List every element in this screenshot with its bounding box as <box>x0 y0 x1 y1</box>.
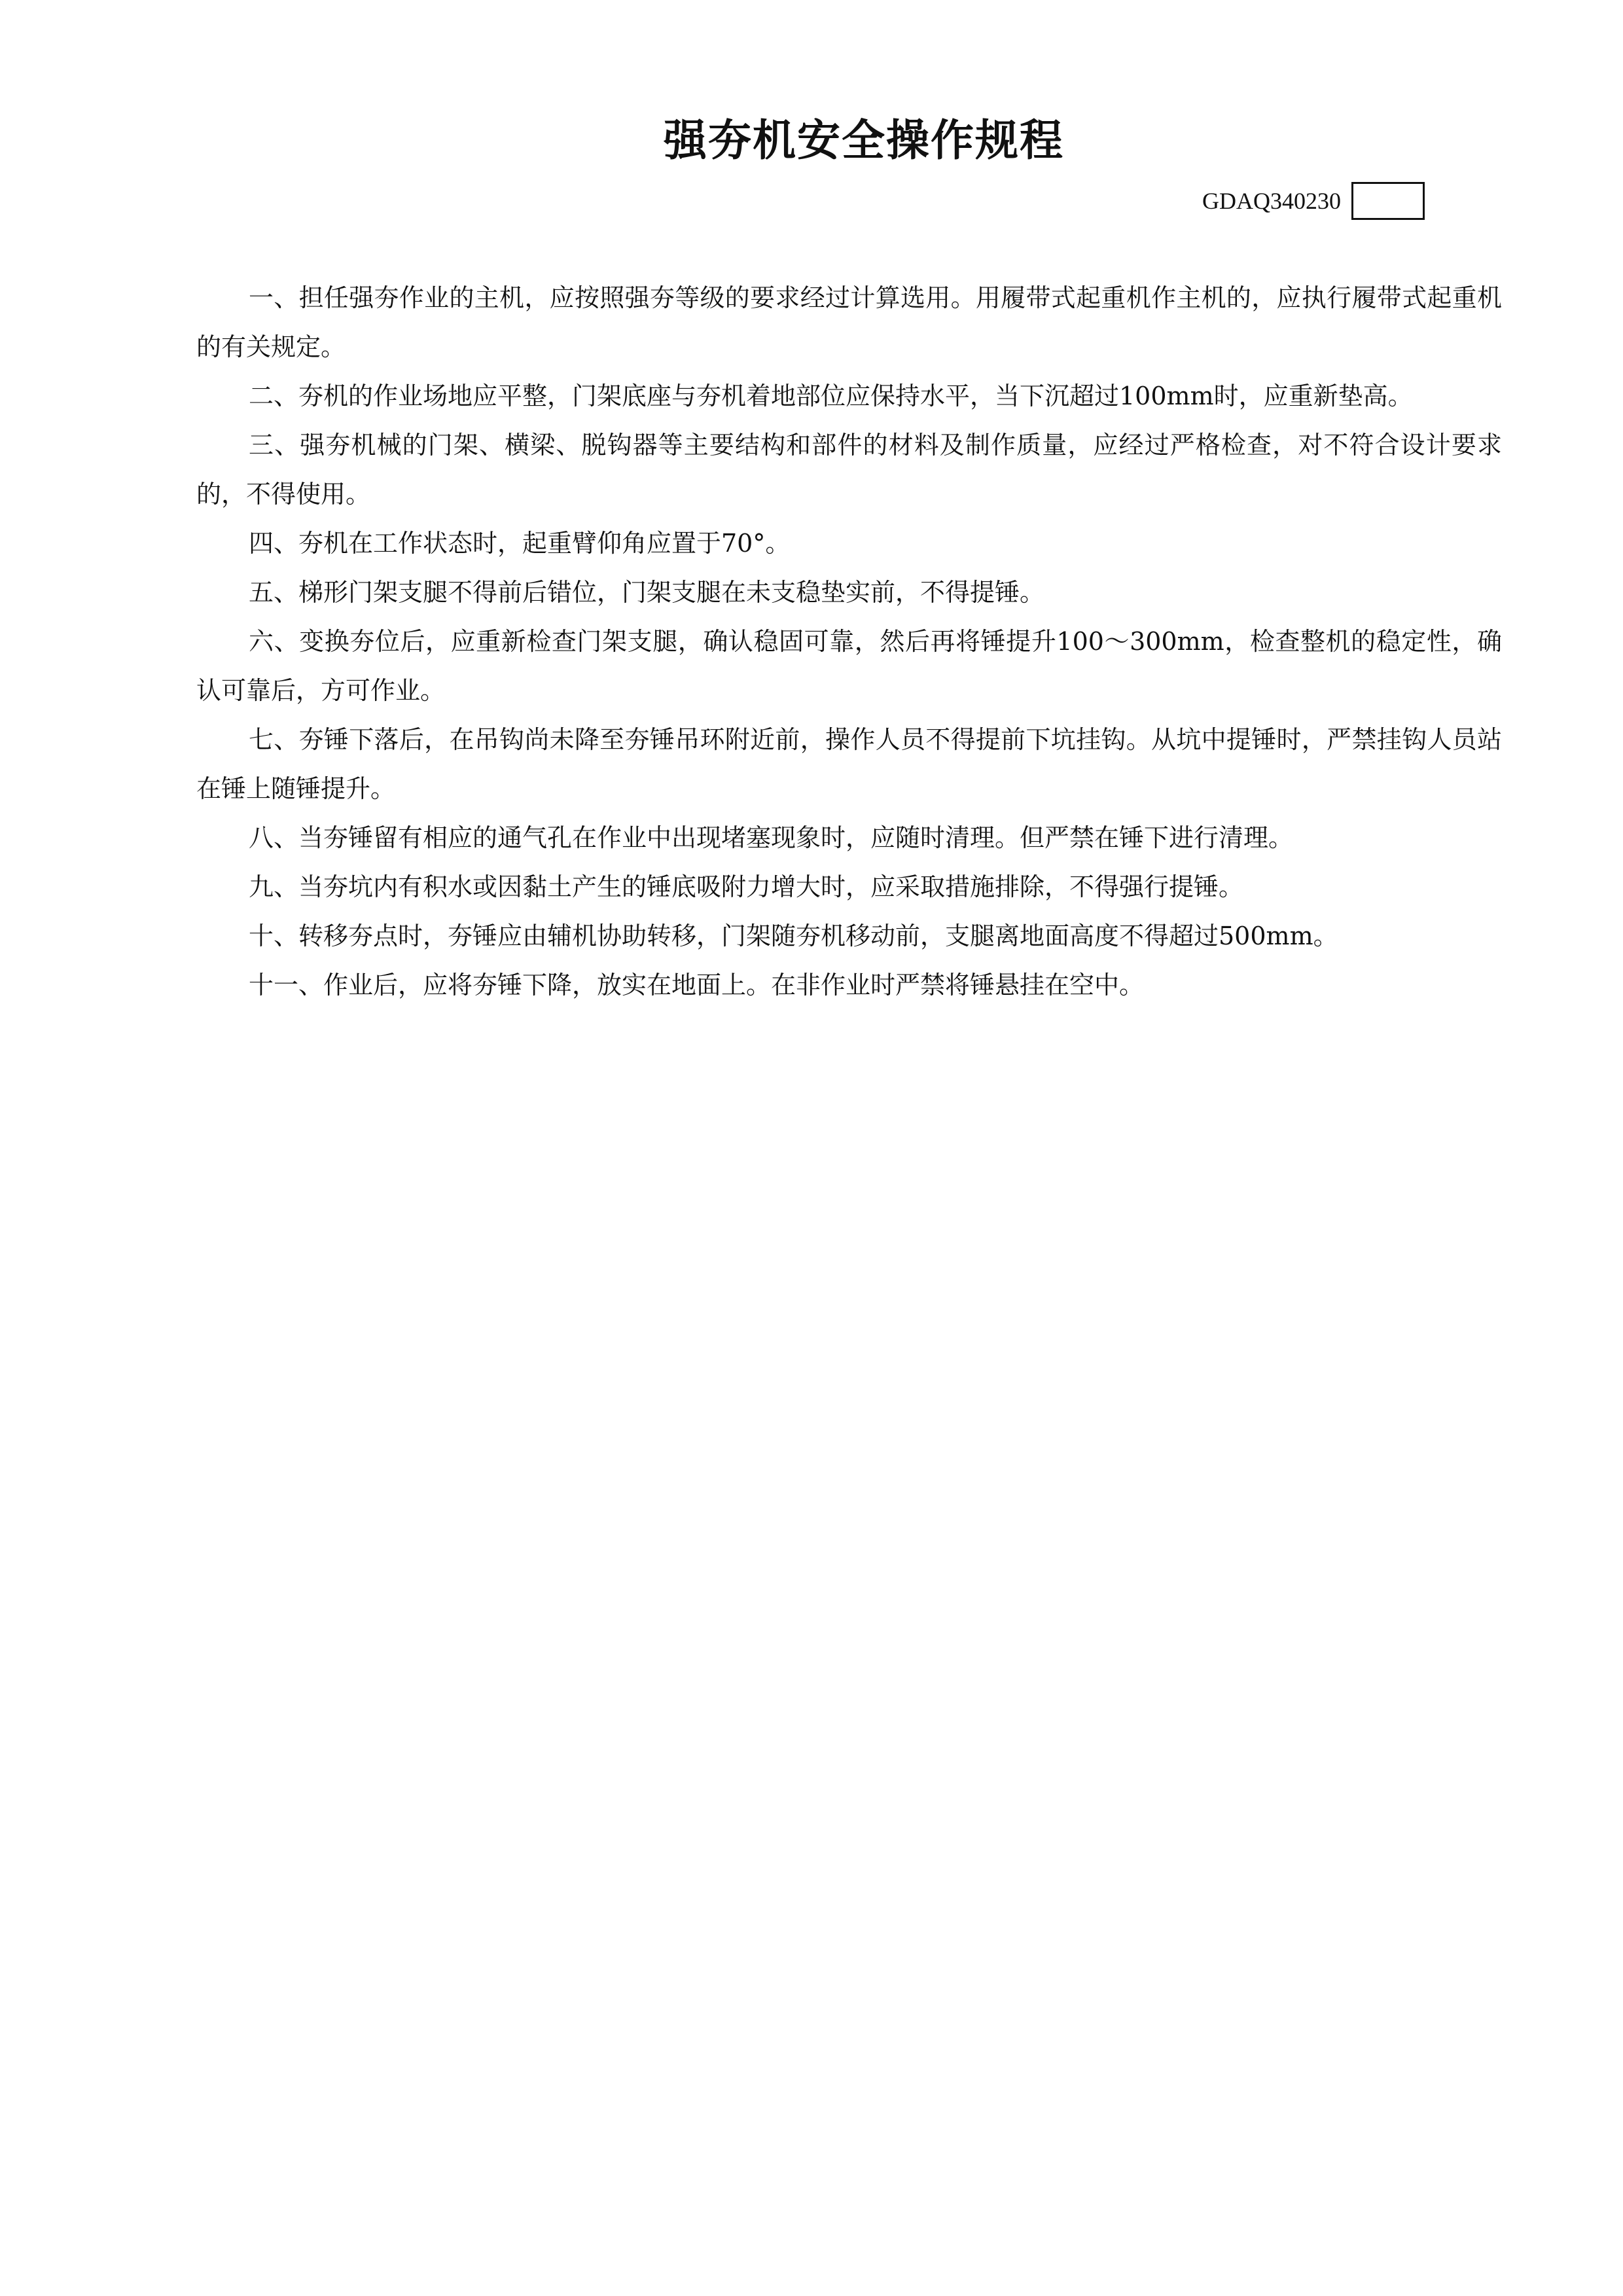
clause-11: 十一、作业后，应将夯锤下降，放实在地面上。在非作业时严禁将锤悬挂在空中。 <box>249 971 1145 999</box>
code-number-box <box>1351 182 1425 220</box>
clause-7: 七、夯锤下落后，在吊钩尚未降至夯锤吊环附近前，操作人员不得提前下坑挂钩。从坑中提锤时，严禁挂钩人员站在锤上随锤提升。 <box>196 725 1502 803</box>
clause-9: 九、当夯坑内有积水或因黏土产生的锤底吸附力增大时，应采取措施排除，不得强行提锤。 <box>249 872 1244 901</box>
document-title: 强夯机安全操作规程 <box>664 115 1064 166</box>
document-body <box>196 274 1502 1010</box>
document-code-row <box>1202 180 1425 222</box>
clause-1: 一、担任强夯作业的主机，应按照强夯等级的要求经过计算选用。用履带式起重机作主机的，应执行履带式起重机的有关规定。 <box>196 283 1502 361</box>
clause-8: 八、当夯锤留有相应的通气孔在作业中出现堵塞现象时，应随时清理。但严禁在锤下进行清理。 <box>249 823 1294 852</box>
clause-4: 四、夯机在工作状态时，起重臂仰角应置于70°。 <box>249 529 791 558</box>
document-code: GDAQ340230 <box>1202 188 1341 214</box>
clause-2: 二、夯机的作业场地应平整，门架底座与夯机着地部位应保持水平，当下沉超过100mm时，应重新垫高。 <box>249 382 1413 410</box>
clause-10: 十、转移夯点时，夯锤应由辅机协助转移，门架随夯机移动前，支腿离地面高度不得超过500mm。 <box>249 922 1338 950</box>
clause-3: 三、强夯机械的门架、横梁、脱钩器等主要结构和部件的材料及制作质量，应经过严格检查，对不符合设计要求的，不得使用。 <box>196 431 1502 509</box>
clause-5: 五、梯形门架支腿不得前后错位，门架支腿在未支稳垫实前，不得提锤。 <box>249 578 1045 607</box>
clause-6: 六、变换夯位后，应重新检查门架支腿，确认稳固可靠，然后再将锤提升100～300mm，检查整机的稳定性，确认可靠后，方可作业。 <box>196 627 1502 705</box>
